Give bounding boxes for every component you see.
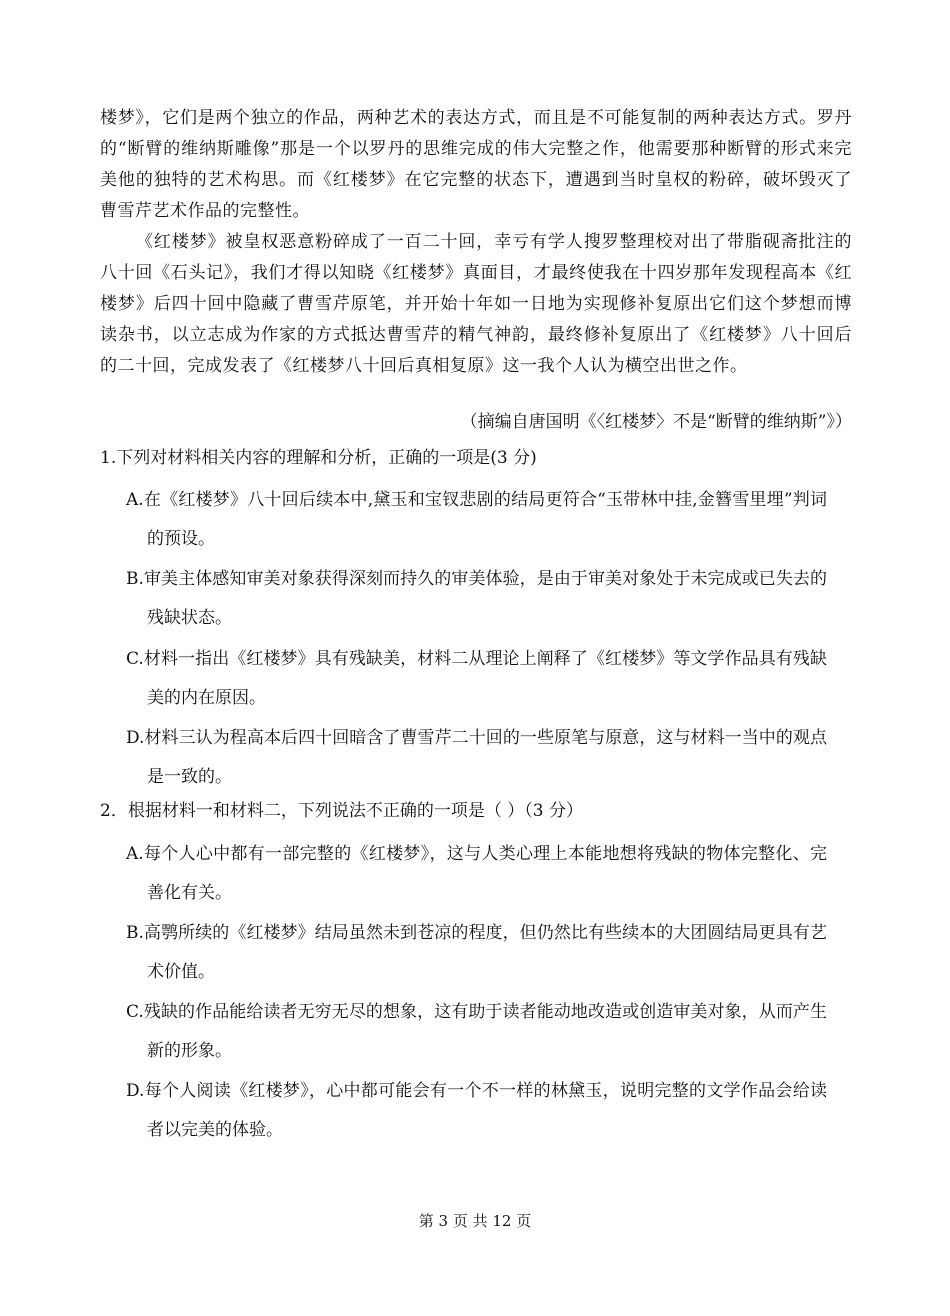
question-1-option-d: D.材料三认为程高本后四十回暗含了曹雪芹二十回的一些原笔与原意，这与材料一当中的观点是一致的。 [126, 728, 827, 787]
question-2-option-a: A.每个人心中都有一部完整的《红楼梦》，这与人类心理上本能地想将残缺的物体完整化、完善化有关。 [126, 844, 827, 903]
question-2-stem: 2．根据材料一和材料二，下列说法不正确的一项是（ ）（3 分） [100, 801, 583, 821]
page-number-footer: 第 3 页 共 12 页 [418, 1212, 532, 1230]
question-2-option-d: D.每个人阅读《红楼梦》，心中都可能会有一个不一样的林黛玉，说明完整的文学作品会给读者以完美的体验。 [126, 1081, 827, 1140]
question-1-stem: 1.下列对材料相关内容的理解和分析，正确的一项是(3 分) [100, 448, 537, 468]
question-1-option-a: A.在《红楼梦》八十回后续本中,黛玉和宝钗悲剧的结局更符合“玉带林中挂,金簪雪里埋”判词的预设。 [126, 490, 827, 549]
passage-paragraph-2: 《红楼梦》被皇权恶意粉碎成了一百二十回，幸亏有学人搜罗整理校对出了带脂砚斋批注的八十回《石头记》，我们才得以知晓《红楼梦》真面目，才最终使我在十四岁那年发现程高本《红楼梦》后四十回中隐藏了曹雪芹原笔，并开始十年如一日地为实现修补复原出它们这个梦想而博读杂书，以立志成为作家的方式抵达曹雪芹的精气神韵，最终修补复原出了《红楼梦》八十回后的二十回，完成发表了《红楼梦八十回后真相复原》这一我个人认为横空出世之作。 [100, 232, 852, 376]
question-2-option-b: B.高鹗所续的《红楼梦》结局虽然未到苍凉的程度，但仍然比有些续本的大团圆结局更具有艺术价值。 [126, 923, 827, 982]
question-1-option-b: B.审美主体感知审美对象获得深刻而持久的审美体验，是由于审美对象处于未完成或已失去的残缺状态。 [126, 569, 827, 628]
question-1-option-c: C.材料一指出《红楼梦》具有残缺美，材料二从理论上阐释了《红楼梦》等文学作品具有残缺美的内在原因。 [126, 649, 827, 708]
question-2-option-c: C.残缺的作品能给读者无穷无尽的想象，这有助于读者能动地改造或创造审美对象，从而产生新的形象。 [126, 1002, 827, 1061]
passage-paragraph-1: 楼梦》，它们是两个独立的作品，两种艺术的表达方式，而且是不可能复制的两种表达方式。罗丹的“断臂的维纳斯雕像”那是一个以罗丹的思维完成的伟大完整之作，他需要那种断臂的形式来完美他的独特的艺术构思。而《红楼梦》在它完整的状态下，遭遇到当时皇权的粉碎，破坏毁灭了曹雪芹艺术作品的完整性。 [100, 108, 852, 221]
passage-source: （摘编自唐国明《〈红楼梦〉不是“断臂的维纳斯”》） [460, 412, 852, 432]
